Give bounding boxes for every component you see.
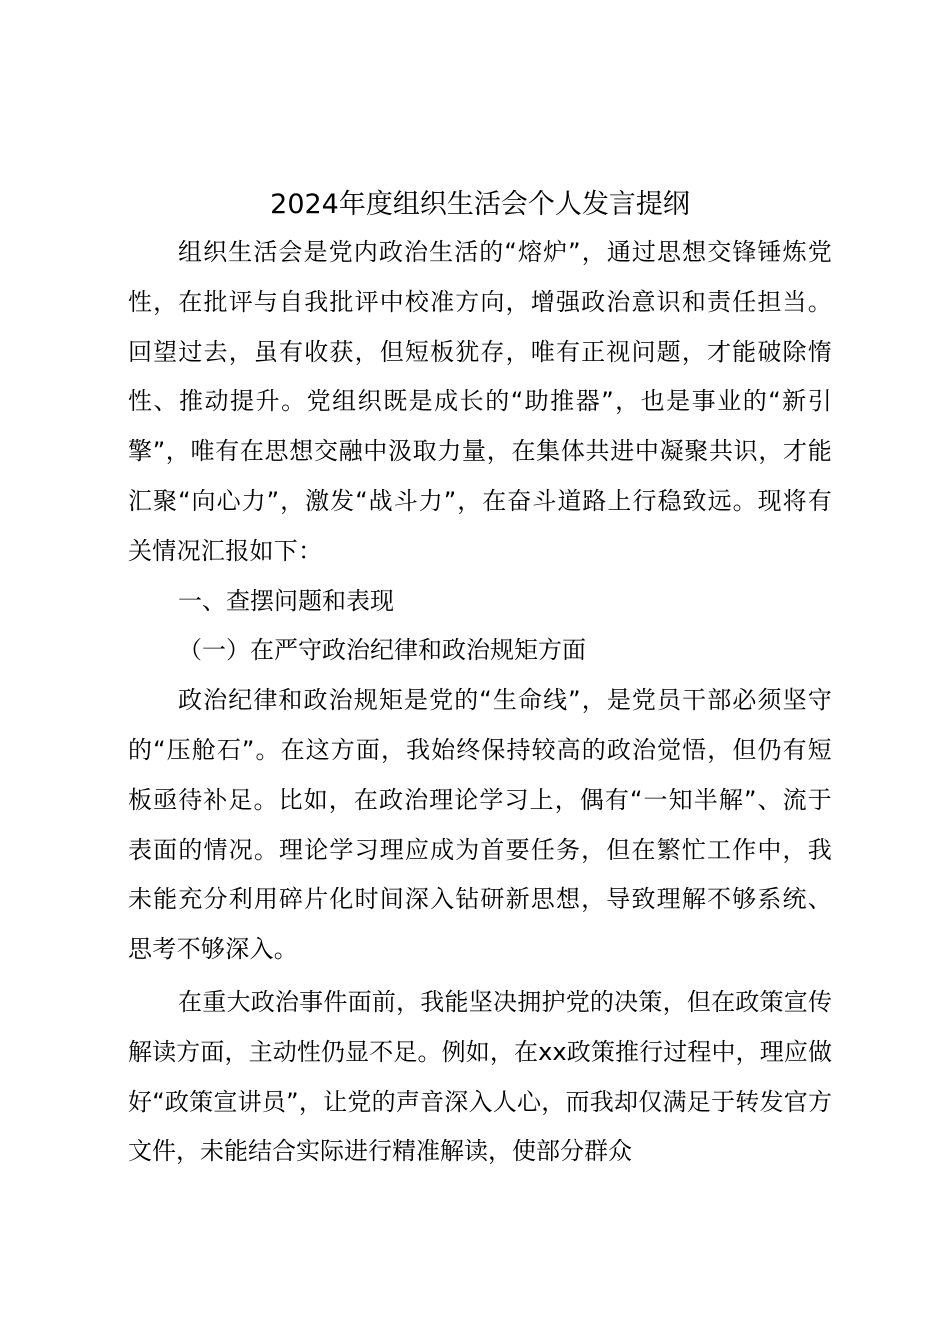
document-body [128,182,832,1177]
body-paragraph-1: 政治纪律和政治规矩是党的“生命线”，是党员干部必须坚守的“压舱石”。在这方面，我始终保持较高的政治觉悟，但仍有短板亟待补足。比如，在政治理论学习上，偶有“一知半解”、流于表面的情况。理论学习理应成为首要任务，但在繁忙工作中，我未能充分利用碎片化时间深入钻研新思想，导致理解不够系统、思考不够深入。 [128,686,832,964]
subsection-heading: （一）在严守政治纪律和政治规矩方面 [178,636,586,665]
intro-paragraph: 组织生活会是党内政治生活的“熔炉”，通过思想交锋锤炼党性，在批评与自我批评中校准方向，增强政治意识和责任担当。回望过去，虽有收获，但短板犹存，唯有正视问题，才能破除惰性、推动提升。党组织既是成长的“助推器”，也是事业的“新引擎”，唯有在思想交融中汲取力量，在集体共进中凝聚共识，才能汇聚“向心力”，激发“战斗力”，在奋斗道路上行稳致远。现将有关情况汇报如下： [128,238,832,565]
section-heading: 一、查摆问题和表现 [178,586,394,615]
document-title: 2024年度组织生活会个人发言提纲 [270,189,690,220]
body-paragraph-2: 在重大政治事件面前，我能坚决拥护党的决策，但在政策宣传解读方面，主动性仍显不足。例如，在xx政策推行过程中，理应做好“政策宣讲员”，让党的声音深入人心，而我却仅满足于转发官方文件，未能结合实际进行精准解读，使部分群众 [128,987,832,1166]
